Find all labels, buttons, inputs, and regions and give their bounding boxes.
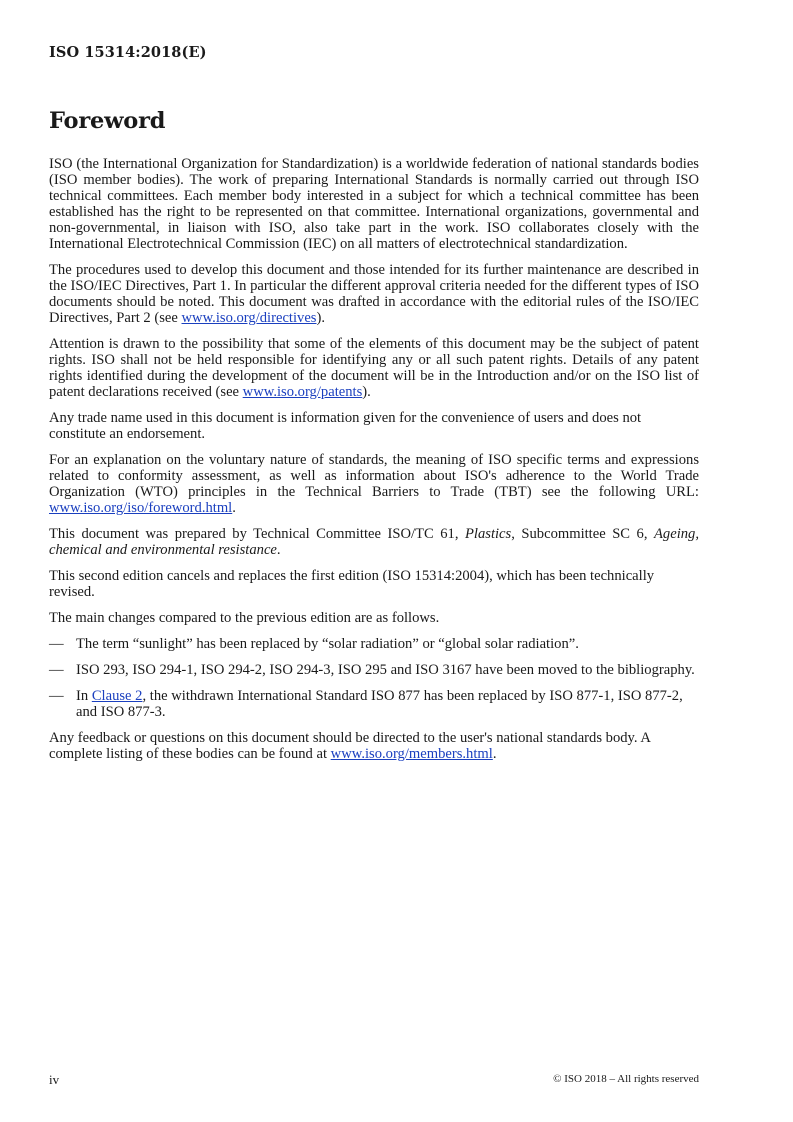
foreword-title: Foreword <box>49 108 166 134</box>
paragraph-trade-name: Any trade name used in this document is information given for the convenience of users and does not constitute an endorsement. <box>49 410 642 442</box>
paragraph-patents <box>49 336 699 400</box>
paragraph-committee <box>49 526 699 558</box>
change-item <box>49 636 699 652</box>
change-item-text-a: In <box>76 688 92 704</box>
change-item-text: ISO 293, ISO 294-1, ISO 294-2, ISO 294-3, ISO 295 and ISO 3167 have been moved to the bibliography. <box>76 662 695 678</box>
committee-text-b: , Subcommittee SC 6, <box>511 526 655 542</box>
paragraph-procedures-text: The procedures used to develop this document and those intended for its further maintenance are described in the ISO/IEC Directives, Part 1. In particular the different approval criteria needed for the different types of ISO documents should be noted. This document was drafted in accordance with the editorial rules of the ISO/IEC Directives, Part 2 (see <box>49 262 699 326</box>
paragraph-main-changes: The main changes compared to the previous edition are as follows. <box>49 610 440 626</box>
clause-2-link[interactable]: Clause 2 <box>91 688 143 704</box>
foreword-body <box>49 156 699 772</box>
dash-marker: — <box>49 636 64 652</box>
members-link[interactable]: www.iso.org/members.html <box>330 746 493 762</box>
paragraph-patents-end: ). <box>362 384 371 400</box>
document-id-header: ISO 15314:2018(E) <box>49 44 207 61</box>
foreword-url-link[interactable]: www.iso.org/iso/foreword.html <box>49 500 233 516</box>
paragraph-feedback-end: . <box>492 746 497 762</box>
paragraph-voluntary-end: . <box>232 500 236 516</box>
paragraph-voluntary-text: For an explanation on the voluntary nature of standards, the meaning of ISO specific terms and expressions related to conformity assessment, as well as information about ISO's adherence to the World Trade Organization (WTO) principles in the Technical Barriers to Trade (TBT) see the following URL: <box>49 452 699 500</box>
dash-marker: — <box>49 688 64 704</box>
committee-text-a: This document was prepared by Technical Committee ISO/TC 61, <box>49 526 465 542</box>
paragraph-patents-text: Attention is drawn to the possibility that some of the elements of this document may be the subject of patent rights. ISO shall not be held responsible for identifying any or all such patent rights. Details of any patent rights identified during the development of the document will be in the Introduction and/or on the ISO list of patent declarations received (see <box>49 336 699 400</box>
paragraph-feedback <box>49 730 699 762</box>
change-item <box>49 688 699 720</box>
committee-text-end: . <box>276 542 281 558</box>
paragraph-feedback-text: Any feedback or questions on this document should be directed to the user's national standards body. A complete listing of these bodies can be found at <box>49 730 651 762</box>
patents-link[interactable]: www.iso.org/patents <box>242 384 363 400</box>
copyright-notice: © ISO 2018 – All rights reserved <box>553 1073 699 1085</box>
change-item-text-b: , the withdrawn International Standard ISO 877 has been replaced by ISO 877-1, ISO 877-2, and ISO 877-3. <box>76 688 683 720</box>
change-item-text: The term “sunlight” has been replaced by “solar radiation” or “global solar radiation”. <box>76 636 579 652</box>
dash-marker: — <box>49 662 64 678</box>
directives-link[interactable]: www.iso.org/directives <box>181 310 317 326</box>
page-number: iv <box>49 1072 60 1087</box>
paragraph-procedures <box>49 262 699 326</box>
change-item-text <box>76 688 699 720</box>
committee-plastics: Plastics <box>465 526 512 542</box>
paragraph-edition: This second edition cancels and replaces the first edition (ISO 15314:2004), which has been technically revised. <box>49 568 655 600</box>
paragraph-iso-intro: ISO (the International Organization for Standardization) is a worldwide federation of national standards bodies (ISO member bodies). The work of preparing International Standards is normally carried out through ISO technical committees. Each member body interested in a subject for which a technical committee has been established has the right to be represented on that committee. International organizations, governmental and non-governmental, in liaison with ISO, also take part in the work. ISO collaborates closely with the International Electrotechnical Commission (IEC) on all matters of electrotechnical standardization. <box>49 156 699 252</box>
paragraph-procedures-end: ). <box>316 310 326 326</box>
subcommittee-title: Ageing, chemical and environmental resistance <box>49 526 700 558</box>
paragraph-voluntary <box>49 452 699 516</box>
change-item <box>49 662 699 678</box>
